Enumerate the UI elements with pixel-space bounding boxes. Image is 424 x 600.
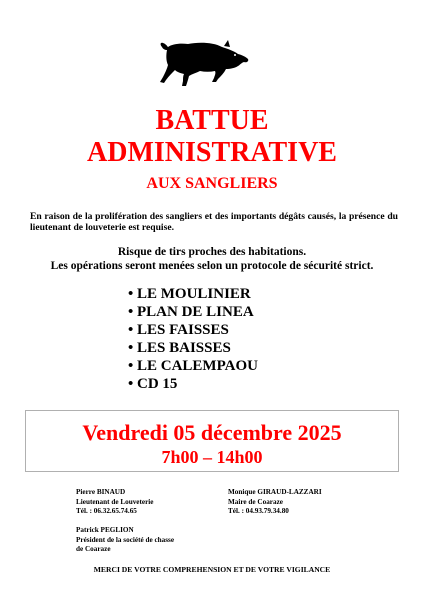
risk-line-2: Les opérations seront menées selon un protocole de sécurité strict.	[50, 260, 374, 272]
signatory-role: de Coaraze	[76, 545, 111, 553]
signatory-name: Pierre BINAUD	[76, 488, 126, 496]
place-item: • CD 15	[128, 376, 178, 392]
title-battue: BATTUE	[155, 105, 269, 136]
place-item: • LES BAISSES	[128, 340, 231, 356]
signatory-hunt-president	[76, 526, 174, 555]
wild-boar-icon	[158, 38, 250, 88]
risk-line-1: Risque de tirs proches des habitations.	[117, 246, 307, 258]
event-date: Vendredi 05 décembre 2025	[82, 420, 342, 445]
footer-thanks: MERCI DE VOTRE COMPREHENSION ET DE VOTRE VIGILANCE	[93, 565, 331, 574]
signatory-role: Lieutenant de Louveterie	[76, 497, 154, 506]
title-administrative: ADMINISTRATIVE	[87, 137, 337, 168]
signatory-phone: Tél. : 06.32.65.74.65	[76, 507, 137, 515]
intro-paragraph: En raison de la prolifération des sangliers et des importants dégâts causés, la présence du lieutenant de louveterie est requise.	[30, 211, 398, 233]
places-list	[128, 285, 258, 393]
subtitle-aux-sangliers: AUX SANGLIERS	[146, 175, 278, 192]
place-item: • LES FAISSES	[128, 322, 229, 338]
signatory-mayor	[228, 488, 322, 517]
place-item: • LE CALEMPAOU	[128, 358, 258, 374]
signatory-role: Maire de Coaraze	[228, 497, 283, 506]
event-time: 7h00 – 14h00	[161, 447, 263, 467]
signatory-name: Monique GIRAUD-LAZZARI	[228, 488, 322, 496]
event-date-box	[25, 410, 399, 472]
signatory-name: Patrick PEGLION	[76, 526, 134, 534]
place-item: • PLAN DE LINEA	[128, 304, 254, 320]
signatory-phone: Tél. : 04.93.79.34.80	[228, 507, 289, 515]
place-item: • LE MOULINIER	[128, 286, 251, 302]
signatory-lieutenant	[76, 488, 153, 517]
signatory-role: Président de la société de chasse	[76, 535, 175, 544]
